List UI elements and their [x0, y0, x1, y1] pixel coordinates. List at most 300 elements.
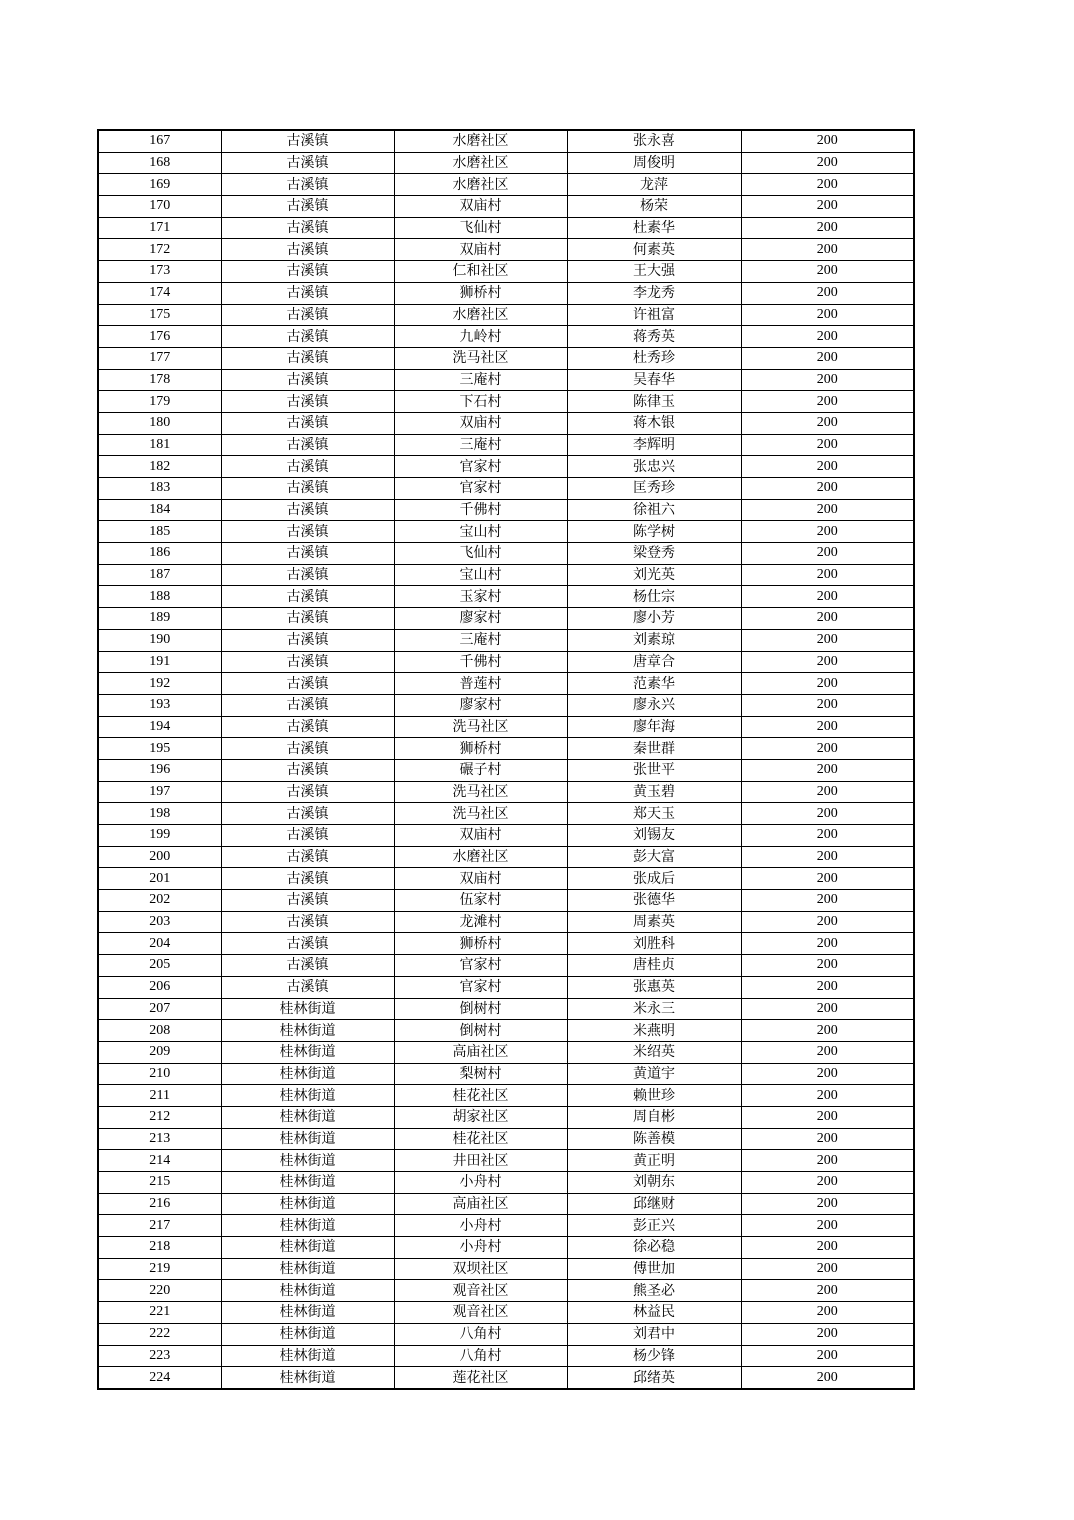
- name-cell: 张成后: [567, 868, 741, 890]
- row-number-cell: 179: [98, 391, 221, 413]
- table-row: [98, 434, 914, 456]
- village-cell: 水磨社区: [394, 174, 567, 196]
- name-cell: 杨少锋: [567, 1345, 741, 1367]
- town-cell: 桂林街道: [221, 1085, 394, 1107]
- name-cell: 米永三: [567, 998, 741, 1020]
- amount-cell: 200: [741, 629, 914, 651]
- town-cell: 古溪镇: [221, 521, 394, 543]
- town-cell: 桂林街道: [221, 1150, 394, 1172]
- table-row: [98, 1085, 914, 1107]
- row-number-cell: 192: [98, 673, 221, 695]
- name-cell: 杜秀珍: [567, 347, 741, 369]
- table-row: [98, 1020, 914, 1042]
- village-cell: 狮桥村: [394, 738, 567, 760]
- table-row: [98, 326, 914, 348]
- name-cell: 秦世群: [567, 738, 741, 760]
- amount-cell: 200: [741, 1085, 914, 1107]
- row-number-cell: 194: [98, 716, 221, 738]
- table-row: [98, 803, 914, 825]
- town-cell: 古溪镇: [221, 673, 394, 695]
- row-number-cell: 186: [98, 543, 221, 565]
- table-row: [98, 586, 914, 608]
- amount-cell: 200: [741, 239, 914, 261]
- village-cell: 普莲村: [394, 673, 567, 695]
- name-cell: 匡秀珍: [567, 478, 741, 500]
- amount-cell: 200: [741, 130, 914, 152]
- village-cell: 狮桥村: [394, 282, 567, 304]
- amount-cell: 200: [741, 694, 914, 716]
- name-cell: 黄正明: [567, 1150, 741, 1172]
- name-cell: 张世平: [567, 759, 741, 781]
- table-row: [98, 1172, 914, 1194]
- amount-cell: 200: [741, 803, 914, 825]
- name-cell: 彭大富: [567, 846, 741, 868]
- row-number-cell: 210: [98, 1063, 221, 1085]
- amount-cell: 200: [741, 651, 914, 673]
- name-cell: 傅世加: [567, 1258, 741, 1280]
- amount-cell: 200: [741, 608, 914, 630]
- village-cell: 仁和社区: [394, 261, 567, 283]
- row-number-cell: 199: [98, 825, 221, 847]
- village-cell: 廖家村: [394, 694, 567, 716]
- row-number-cell: 190: [98, 629, 221, 651]
- village-cell: 双庙村: [394, 196, 567, 218]
- row-number-cell: 211: [98, 1085, 221, 1107]
- amount-cell: 200: [741, 738, 914, 760]
- amount-cell: 200: [741, 825, 914, 847]
- village-cell: 八角村: [394, 1323, 567, 1345]
- amount-cell: 200: [741, 412, 914, 434]
- name-cell: 廖年海: [567, 716, 741, 738]
- village-cell: 高庙社区: [394, 1193, 567, 1215]
- table-row: [98, 1258, 914, 1280]
- row-number-cell: 185: [98, 521, 221, 543]
- town-cell: 古溪镇: [221, 825, 394, 847]
- name-cell: 陈善模: [567, 1128, 741, 1150]
- amount-cell: 200: [741, 933, 914, 955]
- town-cell: 古溪镇: [221, 478, 394, 500]
- amount-cell: 200: [741, 1128, 914, 1150]
- row-number-cell: 217: [98, 1215, 221, 1237]
- table-row: [98, 217, 914, 239]
- village-cell: 龙滩村: [394, 911, 567, 933]
- town-cell: 古溪镇: [221, 196, 394, 218]
- amount-cell: 200: [741, 261, 914, 283]
- village-cell: 九岭村: [394, 326, 567, 348]
- name-cell: 许祖富: [567, 304, 741, 326]
- amount-cell: 200: [741, 846, 914, 868]
- village-cell: 井田社区: [394, 1150, 567, 1172]
- table-row: [98, 868, 914, 890]
- name-cell: 张忠兴: [567, 456, 741, 478]
- row-number-cell: 208: [98, 1020, 221, 1042]
- name-cell: 吴春华: [567, 369, 741, 391]
- table-row: [98, 1367, 914, 1389]
- village-cell: 飞仙村: [394, 543, 567, 565]
- table-row: [98, 196, 914, 218]
- amount-cell: 200: [741, 196, 914, 218]
- table-row: [98, 1106, 914, 1128]
- amount-cell: 200: [741, 890, 914, 912]
- table-row: [98, 1302, 914, 1324]
- village-cell: 狮桥村: [394, 933, 567, 955]
- town-cell: 桂林街道: [221, 1237, 394, 1259]
- town-cell: 古溪镇: [221, 694, 394, 716]
- table-row: [98, 1128, 914, 1150]
- row-number-cell: 223: [98, 1345, 221, 1367]
- table-row: [98, 955, 914, 977]
- village-cell: 洗马社区: [394, 716, 567, 738]
- town-cell: 桂林街道: [221, 998, 394, 1020]
- town-cell: 古溪镇: [221, 890, 394, 912]
- village-cell: 千佛村: [394, 499, 567, 521]
- row-number-cell: 177: [98, 347, 221, 369]
- row-number-cell: 193: [98, 694, 221, 716]
- village-cell: 双庙村: [394, 239, 567, 261]
- amount-cell: 200: [741, 326, 914, 348]
- name-cell: 唐章合: [567, 651, 741, 673]
- name-cell: 刘君中: [567, 1323, 741, 1345]
- row-number-cell: 219: [98, 1258, 221, 1280]
- table-row: [98, 152, 914, 174]
- name-cell: 张惠英: [567, 976, 741, 998]
- table-row: [98, 651, 914, 673]
- data-table: [97, 129, 915, 1390]
- village-cell: 小舟村: [394, 1172, 567, 1194]
- row-number-cell: 178: [98, 369, 221, 391]
- town-cell: 古溪镇: [221, 174, 394, 196]
- table-row: [98, 1237, 914, 1259]
- village-cell: 官家村: [394, 976, 567, 998]
- amount-cell: 200: [741, 868, 914, 890]
- village-cell: 观音社区: [394, 1280, 567, 1302]
- name-cell: 刘素琼: [567, 629, 741, 651]
- table-row: [98, 456, 914, 478]
- row-number-cell: 182: [98, 456, 221, 478]
- table-row: [98, 282, 914, 304]
- village-cell: 双庙村: [394, 825, 567, 847]
- amount-cell: 200: [741, 543, 914, 565]
- row-number-cell: 195: [98, 738, 221, 760]
- village-cell: 水磨社区: [394, 304, 567, 326]
- name-cell: 廖永兴: [567, 694, 741, 716]
- name-cell: 刘光英: [567, 564, 741, 586]
- amount-cell: 200: [741, 1323, 914, 1345]
- row-number-cell: 169: [98, 174, 221, 196]
- town-cell: 古溪镇: [221, 369, 394, 391]
- amount-cell: 200: [741, 217, 914, 239]
- village-cell: 宝山村: [394, 521, 567, 543]
- name-cell: 徐必稳: [567, 1237, 741, 1259]
- amount-cell: 200: [741, 1172, 914, 1194]
- name-cell: 杨仕宗: [567, 586, 741, 608]
- name-cell: 王大强: [567, 261, 741, 283]
- row-number-cell: 173: [98, 261, 221, 283]
- amount-cell: 200: [741, 499, 914, 521]
- table-row: [98, 976, 914, 998]
- town-cell: 古溪镇: [221, 586, 394, 608]
- name-cell: 廖小芳: [567, 608, 741, 630]
- row-number-cell: 171: [98, 217, 221, 239]
- village-cell: 洗马社区: [394, 781, 567, 803]
- village-cell: 廖家村: [394, 608, 567, 630]
- amount-cell: 200: [741, 174, 914, 196]
- row-number-cell: 197: [98, 781, 221, 803]
- row-number-cell: 206: [98, 976, 221, 998]
- table-row: [98, 933, 914, 955]
- name-cell: 何素英: [567, 239, 741, 261]
- name-cell: 邱绪英: [567, 1367, 741, 1389]
- table-row: [98, 608, 914, 630]
- amount-cell: 200: [741, 1345, 914, 1367]
- name-cell: 张永喜: [567, 130, 741, 152]
- amount-cell: 200: [741, 1367, 914, 1389]
- village-cell: 高庙社区: [394, 1041, 567, 1063]
- village-cell: 玉家村: [394, 586, 567, 608]
- table-row: [98, 1193, 914, 1215]
- amount-cell: 200: [741, 1150, 914, 1172]
- table-row: [98, 304, 914, 326]
- amount-cell: 200: [741, 152, 914, 174]
- row-number-cell: 222: [98, 1323, 221, 1345]
- amount-cell: 200: [741, 434, 914, 456]
- town-cell: 古溪镇: [221, 608, 394, 630]
- table-row: [98, 890, 914, 912]
- amount-cell: 200: [741, 1215, 914, 1237]
- name-cell: 彭正兴: [567, 1215, 741, 1237]
- name-cell: 刘胜科: [567, 933, 741, 955]
- town-cell: 古溪镇: [221, 499, 394, 521]
- row-number-cell: 175: [98, 304, 221, 326]
- name-cell: 郑天玉: [567, 803, 741, 825]
- village-cell: 三庵村: [394, 629, 567, 651]
- name-cell: 徐祖六: [567, 499, 741, 521]
- village-cell: 水磨社区: [394, 846, 567, 868]
- table-row: [98, 347, 914, 369]
- name-cell: 杨荣: [567, 196, 741, 218]
- amount-cell: 200: [741, 673, 914, 695]
- town-cell: 古溪镇: [221, 304, 394, 326]
- table-row: [98, 261, 914, 283]
- amount-cell: 200: [741, 1020, 914, 1042]
- village-cell: 八角村: [394, 1345, 567, 1367]
- name-cell: 张德华: [567, 890, 741, 912]
- table-row: [98, 911, 914, 933]
- amount-cell: 200: [741, 564, 914, 586]
- name-cell: 刘朝东: [567, 1172, 741, 1194]
- row-number-cell: 172: [98, 239, 221, 261]
- name-cell: 陈学树: [567, 521, 741, 543]
- town-cell: 古溪镇: [221, 781, 394, 803]
- town-cell: 古溪镇: [221, 564, 394, 586]
- amount-cell: 200: [741, 759, 914, 781]
- town-cell: 古溪镇: [221, 412, 394, 434]
- row-number-cell: 198: [98, 803, 221, 825]
- town-cell: 古溪镇: [221, 261, 394, 283]
- name-cell: 龙萍: [567, 174, 741, 196]
- row-number-cell: 170: [98, 196, 221, 218]
- row-number-cell: 196: [98, 759, 221, 781]
- table-row: [98, 499, 914, 521]
- name-cell: 熊圣必: [567, 1280, 741, 1302]
- village-cell: 官家村: [394, 955, 567, 977]
- table-row: [98, 1280, 914, 1302]
- table-row: [98, 629, 914, 651]
- town-cell: 桂林街道: [221, 1128, 394, 1150]
- amount-cell: 200: [741, 911, 914, 933]
- name-cell: 杜素华: [567, 217, 741, 239]
- town-cell: 桂林街道: [221, 1323, 394, 1345]
- town-cell: 古溪镇: [221, 347, 394, 369]
- village-cell: 洗马社区: [394, 347, 567, 369]
- row-number-cell: 204: [98, 933, 221, 955]
- table-row: [98, 1041, 914, 1063]
- table-row: [98, 694, 914, 716]
- town-cell: 桂林街道: [221, 1345, 394, 1367]
- town-cell: 古溪镇: [221, 803, 394, 825]
- table-row: [98, 1323, 914, 1345]
- row-number-cell: 207: [98, 998, 221, 1020]
- town-cell: 桂林街道: [221, 1172, 394, 1194]
- village-cell: 三庵村: [394, 434, 567, 456]
- amount-cell: 200: [741, 282, 914, 304]
- amount-cell: 200: [741, 478, 914, 500]
- row-number-cell: 212: [98, 1106, 221, 1128]
- town-cell: 古溪镇: [221, 955, 394, 977]
- village-cell: 宝山村: [394, 564, 567, 586]
- village-cell: 洗马社区: [394, 803, 567, 825]
- town-cell: 桂林街道: [221, 1215, 394, 1237]
- town-cell: 古溪镇: [221, 911, 394, 933]
- town-cell: 桂林街道: [221, 1367, 394, 1389]
- table-row: [98, 478, 914, 500]
- row-number-cell: 216: [98, 1193, 221, 1215]
- amount-cell: 200: [741, 1041, 914, 1063]
- table-row: [98, 239, 914, 261]
- village-cell: 小舟村: [394, 1215, 567, 1237]
- table-body: [98, 130, 914, 1389]
- name-cell: 林益民: [567, 1302, 741, 1324]
- amount-cell: 200: [741, 1237, 914, 1259]
- name-cell: 邱继财: [567, 1193, 741, 1215]
- town-cell: 古溪镇: [221, 391, 394, 413]
- town-cell: 古溪镇: [221, 759, 394, 781]
- village-cell: 飞仙村: [394, 217, 567, 239]
- name-cell: 周素英: [567, 911, 741, 933]
- village-cell: 观音社区: [394, 1302, 567, 1324]
- amount-cell: 200: [741, 521, 914, 543]
- name-cell: 米绍英: [567, 1041, 741, 1063]
- row-number-cell: 180: [98, 412, 221, 434]
- table-row: [98, 673, 914, 695]
- village-cell: 伍家村: [394, 890, 567, 912]
- name-cell: 梁登秀: [567, 543, 741, 565]
- row-number-cell: 181: [98, 434, 221, 456]
- village-cell: 桂花社区: [394, 1085, 567, 1107]
- village-cell: 三庵村: [394, 369, 567, 391]
- row-number-cell: 167: [98, 130, 221, 152]
- table-row: [98, 564, 914, 586]
- town-cell: 古溪镇: [221, 326, 394, 348]
- row-number-cell: 224: [98, 1367, 221, 1389]
- row-number-cell: 183: [98, 478, 221, 500]
- name-cell: 赖世珍: [567, 1085, 741, 1107]
- row-number-cell: 174: [98, 282, 221, 304]
- town-cell: 古溪镇: [221, 282, 394, 304]
- amount-cell: 200: [741, 1258, 914, 1280]
- town-cell: 桂林街道: [221, 1302, 394, 1324]
- village-cell: 双庙村: [394, 412, 567, 434]
- town-cell: 古溪镇: [221, 976, 394, 998]
- amount-cell: 200: [741, 955, 914, 977]
- village-cell: 双庙村: [394, 868, 567, 890]
- table-row: [98, 1063, 914, 1085]
- village-cell: 水磨社区: [394, 152, 567, 174]
- town-cell: 古溪镇: [221, 456, 394, 478]
- town-cell: 古溪镇: [221, 217, 394, 239]
- name-cell: 范素华: [567, 673, 741, 695]
- town-cell: 古溪镇: [221, 629, 394, 651]
- amount-cell: 200: [741, 1302, 914, 1324]
- table-row: [98, 738, 914, 760]
- town-cell: 桂林街道: [221, 1063, 394, 1085]
- amount-cell: 200: [741, 391, 914, 413]
- village-cell: 倒树村: [394, 1020, 567, 1042]
- amount-cell: 200: [741, 716, 914, 738]
- row-number-cell: 220: [98, 1280, 221, 1302]
- row-number-cell: 202: [98, 890, 221, 912]
- name-cell: 蒋木银: [567, 412, 741, 434]
- town-cell: 古溪镇: [221, 738, 394, 760]
- table-row: [98, 781, 914, 803]
- town-cell: 桂林街道: [221, 1106, 394, 1128]
- town-cell: 桂林街道: [221, 1258, 394, 1280]
- town-cell: 古溪镇: [221, 846, 394, 868]
- amount-cell: 200: [741, 781, 914, 803]
- row-number-cell: 205: [98, 955, 221, 977]
- row-number-cell: 221: [98, 1302, 221, 1324]
- row-number-cell: 189: [98, 608, 221, 630]
- table-row: [98, 174, 914, 196]
- row-number-cell: 209: [98, 1041, 221, 1063]
- table-row: [98, 391, 914, 413]
- row-number-cell: 176: [98, 326, 221, 348]
- row-number-cell: 200: [98, 846, 221, 868]
- table-row: [98, 1215, 914, 1237]
- amount-cell: 200: [741, 456, 914, 478]
- table-row: [98, 1150, 914, 1172]
- name-cell: 黄道宇: [567, 1063, 741, 1085]
- row-number-cell: 184: [98, 499, 221, 521]
- amount-cell: 200: [741, 347, 914, 369]
- name-cell: 陈律玉: [567, 391, 741, 413]
- table-row: [98, 846, 914, 868]
- name-cell: 蒋秀英: [567, 326, 741, 348]
- row-number-cell: 218: [98, 1237, 221, 1259]
- name-cell: 周俊明: [567, 152, 741, 174]
- village-cell: 莲花社区: [394, 1367, 567, 1389]
- row-number-cell: 215: [98, 1172, 221, 1194]
- table-row: [98, 1345, 914, 1367]
- village-cell: 梨树村: [394, 1063, 567, 1085]
- name-cell: 唐桂贞: [567, 955, 741, 977]
- village-cell: 桂花社区: [394, 1128, 567, 1150]
- town-cell: 古溪镇: [221, 130, 394, 152]
- row-number-cell: 188: [98, 586, 221, 608]
- town-cell: 古溪镇: [221, 933, 394, 955]
- town-cell: 古溪镇: [221, 152, 394, 174]
- village-cell: 千佛村: [394, 651, 567, 673]
